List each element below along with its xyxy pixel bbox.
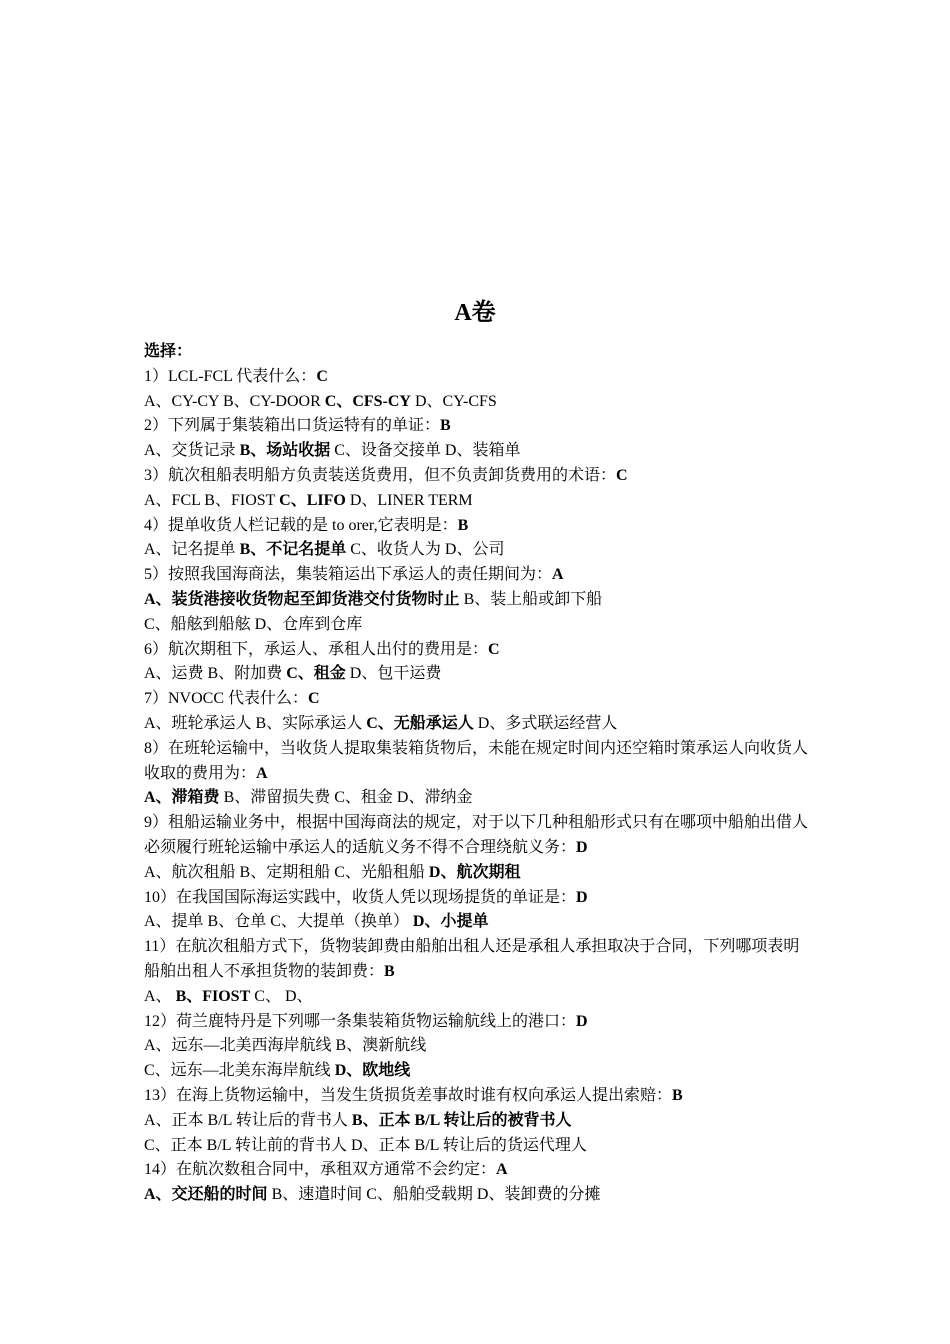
text-line bbox=[144, 390, 814, 415]
answer-text: C bbox=[488, 640, 500, 658]
answer-text: C bbox=[316, 367, 328, 385]
answer-text: A、装货港接收货物起至卸货港交付货物时止 bbox=[144, 590, 460, 608]
answer-text: C bbox=[616, 466, 628, 484]
line-text: 6）航次期租下，承运人、承租人出付的费用是： bbox=[144, 640, 489, 658]
line-text: A、FCL B、FIOST bbox=[144, 491, 280, 509]
text-line bbox=[144, 464, 814, 489]
text-line bbox=[144, 538, 814, 563]
section-label: 选择： bbox=[144, 343, 193, 360]
answer-text: D、航次期租 bbox=[428, 863, 521, 881]
text-line bbox=[144, 1158, 814, 1183]
answer-text: A bbox=[496, 1161, 508, 1179]
text-line bbox=[144, 1010, 814, 1035]
page-title: A卷 bbox=[454, 300, 496, 326]
line-text: 7）NVOCC 代表什么： bbox=[144, 690, 309, 708]
answer-text: C、租金 bbox=[286, 665, 346, 683]
text-line bbox=[144, 514, 814, 539]
line-text: A、航次租船 B、定期租船 C、光船租船 bbox=[144, 863, 429, 881]
answer-text: D、欧地线 bbox=[334, 1062, 411, 1080]
text-line bbox=[144, 1034, 814, 1059]
answer-text: D bbox=[576, 888, 588, 906]
line-text: A、CY-CY B、CY-DOOR bbox=[144, 392, 325, 410]
text-line bbox=[144, 861, 814, 886]
line-text: C、船舷到船舷 D、仓库到仓库 bbox=[144, 615, 363, 633]
answer-text: A bbox=[256, 764, 268, 782]
line-text: A、远东—北美西海岸航线 B、澳新航线 bbox=[144, 1037, 427, 1055]
answer-text: B、FIOST bbox=[175, 987, 251, 1005]
text-line bbox=[144, 786, 814, 811]
line-text: 4）提单收货人栏记载的是 to orer,它表明是： bbox=[144, 516, 458, 534]
line-text: C、设备交接单 D、装箱单 bbox=[330, 442, 521, 460]
text-line bbox=[144, 935, 814, 985]
text-line bbox=[144, 886, 814, 911]
line-text: B、速遣时间 C、船舶受载期 D、装卸费的分摊 bbox=[267, 1186, 601, 1204]
text-line bbox=[144, 439, 814, 464]
line-text: 1）LCL-FCL 代表什么： bbox=[144, 367, 317, 385]
line-text: D、LINER TERM bbox=[345, 491, 473, 509]
answer-text: B、场站收据 bbox=[239, 442, 331, 460]
text-line bbox=[144, 365, 814, 390]
answer-text: B bbox=[457, 516, 469, 534]
answer-text: B bbox=[384, 962, 395, 980]
line-text: D、包干运费 bbox=[345, 665, 442, 683]
line-text: 12）荷兰鹿特丹是下列哪一条集装箱货物运输航线上的港口： bbox=[144, 1012, 577, 1030]
text-line bbox=[144, 662, 814, 687]
line-text: B、装上船或卸下船 bbox=[459, 590, 603, 608]
line-text: 11）在航次租船方式下，货物装卸费由船舶出租人还是承租人承担取决于合同，下列哪项表明船舶出租人不承担货物的装卸费： bbox=[144, 938, 800, 980]
text-line bbox=[144, 687, 814, 712]
text-line bbox=[144, 489, 814, 514]
line-text: A、交货记录 bbox=[144, 442, 240, 460]
line-text: 10）在我国国际海运实践中，收货人凭以现场提货的单证是： bbox=[144, 888, 577, 906]
answer-text: D、小提单 bbox=[412, 913, 489, 931]
line-text: C、收货人为 D、公司 bbox=[346, 541, 505, 559]
line-text: B、滞留损失费 C、租金 D、滞纳金 bbox=[219, 789, 473, 807]
line-text: A、 bbox=[144, 987, 176, 1005]
answer-text: B bbox=[440, 417, 451, 435]
answer-text: B、不记名提单 bbox=[239, 541, 347, 559]
answer-text: A、滞箱费 bbox=[144, 789, 220, 807]
line-text: D、CY-CFS bbox=[411, 392, 497, 410]
text-line bbox=[144, 588, 814, 613]
answer-text: B bbox=[672, 1086, 683, 1104]
line-text: 14）在航次数租合同中，承租双方通常不会约定： bbox=[144, 1161, 497, 1179]
text-line bbox=[144, 985, 814, 1010]
answer-text: A bbox=[552, 566, 564, 584]
line-text: 2）下列属于集装箱出口货运特有的单证： bbox=[144, 417, 441, 435]
line-text: C、正本 B/L 转让前的背书人 D、正本 B/L 转让后的货运代理人 bbox=[144, 1136, 587, 1154]
text-line bbox=[144, 737, 814, 787]
line-text: D、多式联运经营人 bbox=[473, 714, 618, 732]
answer-text: C、LIFO bbox=[279, 491, 346, 509]
line-text: A、记名提单 bbox=[144, 541, 240, 559]
text-line bbox=[144, 1059, 814, 1084]
text-line bbox=[144, 712, 814, 737]
text-line bbox=[144, 613, 814, 638]
line-text: 5）按照我国海商法，集装箱运出下承运人的责任期间为： bbox=[144, 566, 553, 584]
line-text: A、运费 B、附加费 bbox=[144, 665, 287, 683]
text-line bbox=[144, 811, 814, 861]
line-text: 13）在海上货物运输中，当发生货损货差事故时谁有权向承运人提出索赔： bbox=[144, 1086, 673, 1104]
line-text: C、远东—北美东海岸航线 bbox=[144, 1062, 335, 1080]
text-line bbox=[144, 563, 814, 588]
text-line bbox=[144, 1134, 814, 1159]
answer-text: C、无船承运人 bbox=[366, 714, 474, 732]
text-line bbox=[144, 1183, 814, 1208]
text-line bbox=[144, 414, 814, 439]
answer-text: D bbox=[576, 1012, 588, 1030]
line-text: 8）在班轮运输中，当收货人提取集装箱货物后，未能在规定时间内还空箱时策承运人向收货人收取的费用为： bbox=[144, 739, 809, 782]
line-text: 9）租船运输业务中，根据中国海商法的规定，对于以下几种租船形式只有在哪项中船舶出借人必须履行班轮运输中承运人的适航义务不得不合理绕航义务： bbox=[144, 814, 809, 856]
answer-text: C、CFS-CY bbox=[324, 392, 411, 410]
line-text: C、 D、 bbox=[250, 987, 313, 1005]
text-line bbox=[144, 910, 814, 935]
answer-text: C bbox=[308, 690, 320, 708]
line-text: A、正本 B/L 转让后的背书人 bbox=[144, 1111, 352, 1129]
question-list bbox=[144, 340, 814, 1208]
answer-text: A、交还船的时间 bbox=[144, 1186, 268, 1204]
text-line bbox=[144, 1084, 814, 1109]
answer-text: B、正本 B/L 转让后的被背书人 bbox=[351, 1111, 572, 1129]
text-line bbox=[144, 638, 814, 663]
text-line bbox=[144, 1109, 814, 1134]
line-text: A、提单 B、仓单 C、大提单（换单） bbox=[144, 913, 413, 931]
line-text: A、班轮承运人 B、实际承运人 bbox=[144, 714, 367, 732]
answer-text: D bbox=[576, 838, 588, 856]
line-text: 3）航次租船表明船方负责装送货费用，但不负责卸货费用的术语： bbox=[144, 466, 617, 484]
